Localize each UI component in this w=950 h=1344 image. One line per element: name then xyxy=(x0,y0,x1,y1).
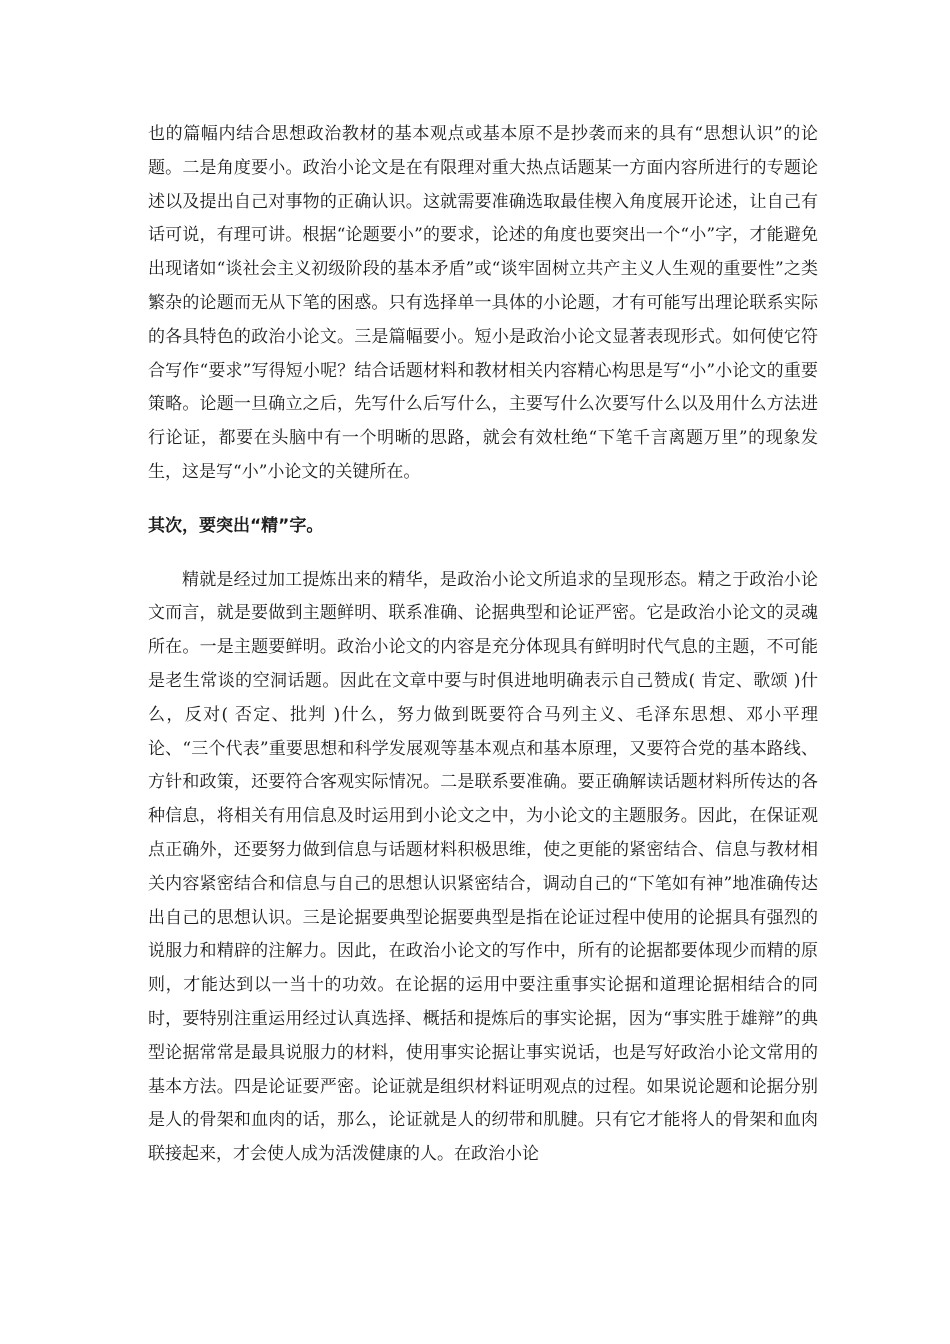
spacer xyxy=(148,490,818,510)
text-run: 。要正确解读话题材料所传达的各种信息，将相关有用信息及时运用到小论文之中，为小论文的主题服务。因此，在保证观点正确外，还要努力做到信息与话题材料积极思维，使之更能的紧密结合、信息与教材相关内容紧密结合和信息与自己的思想认识紧密结合，调动自己的“下笔如有神”地准确传达出自己的思想认识。 xyxy=(148,772,819,928)
key-point-angle-small: 二是角度要小 xyxy=(182,157,286,178)
text-run: 。短小是政治小论文显著表现形式。如何使它符合写作“要求”写得短小呢？结合话题材料和教材相关内容精心构思是写“小”小论文的重要策略。论题一旦确立之后，先写什么后写什么，主要写什么次要写什么以及用什么方法进行论证，都要在头脑中有一个明晰的思路，就会有效杜绝“下笔千言离题万里”的现象发生，这是写“小”小论文的关键所在。 xyxy=(148,326,819,482)
key-point-length-small: 三是篇幅要小 xyxy=(354,326,458,347)
key-point-connection-accurate: 二是联系要准确 xyxy=(440,772,561,793)
key-point-evidence-typical: 三是论据要典型 xyxy=(302,907,423,928)
paragraph-angle-and-length xyxy=(148,118,818,490)
text-run: 。论证就是组织材料证明观点的过程。如果说论题和论据分别是人的骨架和血肉的话，那么，论证就是人的纫带和肌腱。只有它才能将人的骨架和血肉联接起来，才会使人成为活泼健康的人。在政治小论 xyxy=(148,1076,819,1165)
section-heading: 其次，要突出“精”字。 xyxy=(148,515,324,536)
spacer xyxy=(148,544,818,564)
text-run: 。政治小论文的内容是充分体现具有鲜明时代气息的主题，不可能是老生常谈的空洞话题。因此在文章中要与时俱进地明确表示自己赞成( 肯定、歌颂 )什么，反对( 否定、批判 )什么，努力做到既要符合马列主义、毛泽东思想、邓小平理论、“三个代表”重要思想和科学发展观等基本观点和基本原理，又要符合党的基本路线、方针和政策，还要符合客观实际情况。 xyxy=(148,637,819,793)
text-run: 论据要典型是指在论证过程中使用的论据具有强烈的说服力和精辟的注解力。因此，在政治小论文的写作中，所有的论据都要体现少而精的原则，才能达到以一当十的功效。在论据的运用中要注重事实论据和道理论据相结合的同时，要特别注重运用经过认真选择、概括和提炼后的事实论据，因为“事实胜于雄辩”的典型论据常常是最具说服力的材料，使用事实论据让事实说话，也是写好政治小论文常用的基本方法。 xyxy=(148,907,819,1097)
document-page xyxy=(148,118,818,1172)
paragraph-refinement xyxy=(148,564,818,1172)
text-run: 精就是经过加工提炼出来的精华，是政治小论文所追求的呈现形态。精之于政治小论文而言，就是要做到主题鲜明、联系准确、论据典型和论证严密。它是政治小论文的灵魂所在。 xyxy=(148,569,818,658)
key-point-theme-clear: 一是主题要鲜明 xyxy=(199,637,320,658)
key-point-argument-rigorous: 四是论证要严密 xyxy=(233,1076,355,1097)
text-run: 。政治小论文是在有限理对重大热点话题某一方面内容所进行的专题论述以及提出自己对事物的正确认识。这就需要准确选取最佳楔入角度展开论述，让自己有话可说，有理可讲。根据“论题要小”的要求，论述的角度也要突出一个“小”字，才能避免出现诸如“谈社会主义初级阶段的基本矛盾”或“谈牢固树立共产主义人生观的重要性”之类繁杂的论题而无从下笔的困惑。只有选择单一具体的小论题，才有可能写出理论联系实际的各具特色的政治小论文。 xyxy=(148,157,819,347)
text-run: 也的篇幅内结合思想政治教材的基本观点或基本原不是抄袭而来的具有“思想认识”的论题。 xyxy=(148,124,818,178)
